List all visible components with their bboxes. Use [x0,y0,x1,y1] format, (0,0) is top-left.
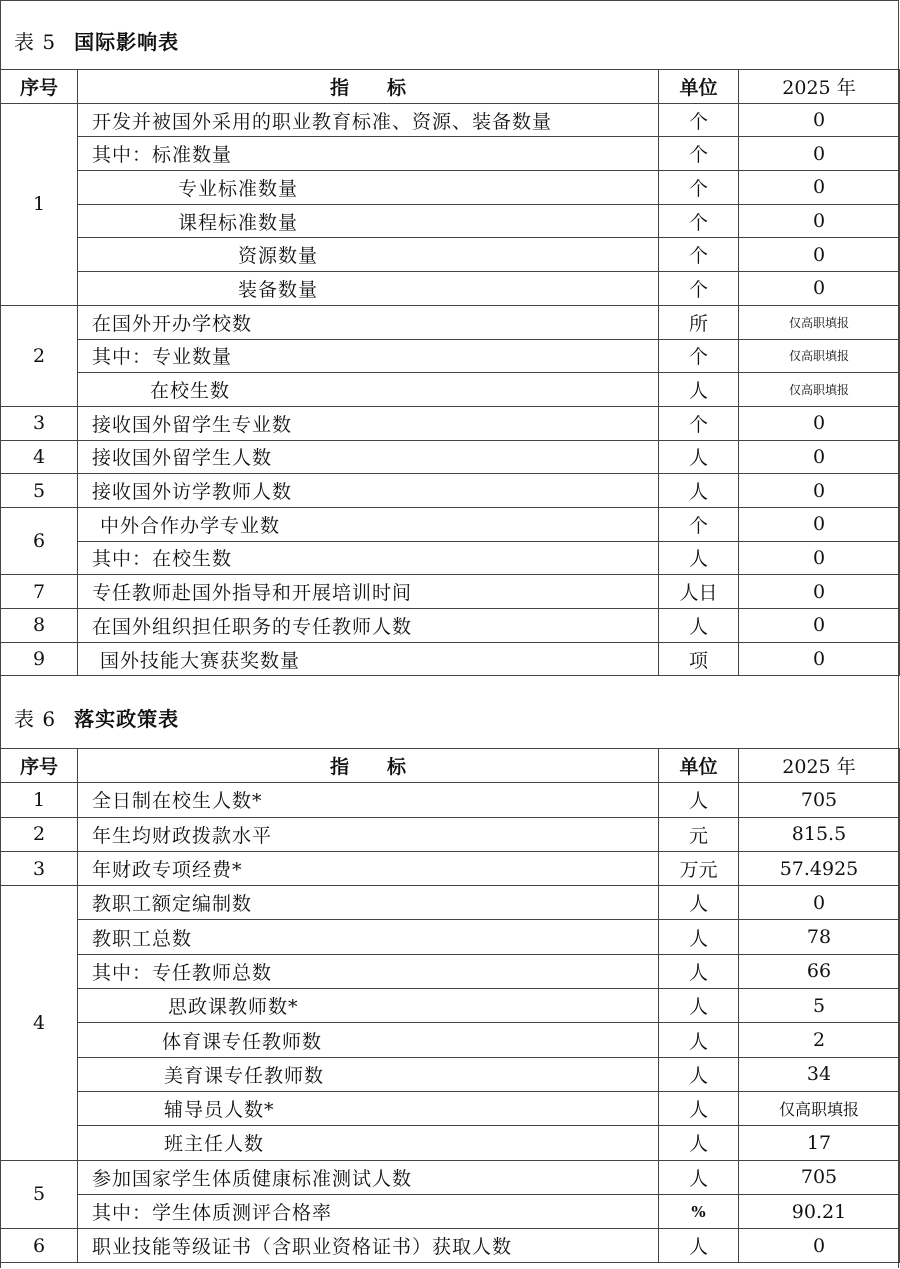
row-unit: 个 [659,272,739,306]
table-row [1,1126,900,1160]
row-value: 0 [739,103,900,137]
row-indicator: 接收国外留学生专业数 [78,406,659,440]
table-row [1,272,900,306]
row-unit: 人 [659,1229,739,1263]
table-row [1,1229,900,1263]
row-unit: 人日 [659,575,739,609]
row-indicator: 其中：学生体质测评合格率 [78,1194,659,1228]
table-row [1,954,900,988]
table-row [1,440,900,474]
row-indicator: 接收国外访学教师人数 [78,474,659,508]
table-row [1,406,900,440]
table5-header-indicator: 指 标 [78,70,659,104]
row-value: 34 [739,1057,900,1091]
row-indicator: 年财政专项经费* [78,851,659,885]
table-row [1,171,900,205]
row-unit: 个 [659,103,739,137]
row-unit: 个 [659,137,739,171]
table6 [0,748,900,1263]
row-value: 仅高职填报 [739,1091,900,1125]
table-row [1,575,900,609]
row-unit: 元 [659,817,739,851]
row-indicator: 年生均财政拨款水平 [78,817,659,851]
row-seq: 2 [1,305,78,406]
row-value: 66 [739,954,900,988]
row-seq: 1 [1,783,78,817]
row-value: 0 [739,204,900,238]
row-unit: 万元 [659,851,739,885]
row-unit: 个 [659,339,739,373]
row-seq: 6 [1,1229,78,1263]
table-row [1,507,900,541]
row-value: 57.4925 [739,851,900,885]
row-seq: 4 [1,886,78,1160]
row-indicator: 思政课教师数* [78,989,659,1023]
table5-label: 表 5 [14,30,57,54]
row-indicator: 在国外开办学校数 [78,305,659,339]
row-unit: 个 [659,171,739,205]
table-row [1,1091,900,1125]
row-value: 0 [739,406,900,440]
row-seq: 5 [1,1160,78,1229]
row-indicator: 职业技能等级证书（含职业资格证书）获取人数 [78,1229,659,1263]
row-value: 0 [739,1229,900,1263]
row-indicator: 其中：标准数量 [78,137,659,171]
row-seq: 9 [1,642,78,676]
row-indicator: 专业标准数量 [78,171,659,205]
table-row [1,474,900,508]
row-value: 仅高职填报 [739,373,900,407]
row-unit: 人 [659,609,739,643]
table5-caption [14,26,179,55]
row-indicator: 接收国外留学生人数 [78,440,659,474]
row-unit: 人 [659,920,739,954]
row-unit: 人 [659,989,739,1023]
row-indicator: 课程标准数量 [78,204,659,238]
table-row [1,783,900,817]
row-value: 5 [739,989,900,1023]
row-value: 78 [739,920,900,954]
table-row [1,989,900,1023]
table-row [1,541,900,575]
table6-header-row [1,749,900,783]
row-indicator: 中外合作办学专业数 [78,507,659,541]
table-row [1,339,900,373]
row-value: 0 [739,886,900,920]
row-indicator: 在校生数 [78,373,659,407]
row-indicator: 全日制在校生人数* [78,783,659,817]
row-indicator: 其中：在校生数 [78,541,659,575]
table-row [1,1160,900,1194]
row-value: 0 [739,609,900,643]
table5-header-unit: 单位 [659,70,739,104]
row-seq: 2 [1,817,78,851]
row-seq: 1 [1,103,78,305]
row-value: 0 [739,575,900,609]
row-value: 0 [739,272,900,306]
row-indicator: 其中：专任教师总数 [78,954,659,988]
row-unit: 个 [659,507,739,541]
table6-label: 表 6 [14,707,57,731]
row-unit: 人 [659,1126,739,1160]
row-value: 90.21 [739,1194,900,1228]
row-value: 705 [739,1160,900,1194]
row-indicator: 参加国家学生体质健康标准测试人数 [78,1160,659,1194]
row-unit: 人 [659,1160,739,1194]
row-value: 0 [739,507,900,541]
row-seq: 8 [1,609,78,643]
row-seq: 3 [1,406,78,440]
row-unit: 人 [659,541,739,575]
table6-header-unit: 单位 [659,749,739,783]
row-unit: 个 [659,406,739,440]
row-unit: 人 [659,1057,739,1091]
row-unit: 人 [659,886,739,920]
table-row [1,204,900,238]
row-unit: 人 [659,1023,739,1057]
row-seq: 7 [1,575,78,609]
row-seq: 5 [1,474,78,508]
row-indicator: 美育课专任教师数 [78,1057,659,1091]
row-unit: 人 [659,440,739,474]
row-indicator: 教职工总数 [78,920,659,954]
row-indicator: 开发并被国外采用的职业教育标准、资源、装备数量 [78,103,659,137]
table-row [1,1023,900,1057]
row-unit: % [659,1194,739,1228]
table6-caption [14,703,179,732]
row-value: 0 [739,238,900,272]
table-row [1,642,900,676]
table-row [1,920,900,954]
row-unit: 所 [659,305,739,339]
row-value: 17 [739,1126,900,1160]
table6-title: 落实政策表 [74,707,180,731]
row-seq: 4 [1,440,78,474]
table5-title: 国际影响表 [74,30,180,54]
row-indicator: 教职工额定编制数 [78,886,659,920]
row-unit: 人 [659,954,739,988]
row-indicator: 资源数量 [78,238,659,272]
row-unit: 项 [659,642,739,676]
row-value: 0 [739,541,900,575]
row-value: 仅高职填报 [739,339,900,373]
row-value: 0 [739,440,900,474]
table6-header-year: 2025 年 [739,749,900,783]
row-unit: 人 [659,373,739,407]
table5-header-year: 2025 年 [739,70,900,104]
table-row [1,609,900,643]
row-unit: 个 [659,204,739,238]
table-row [1,1194,900,1228]
table-row [1,817,900,851]
row-value: 0 [739,642,900,676]
table-row [1,103,900,137]
table-row [1,1057,900,1091]
row-value: 815.5 [739,817,900,851]
row-indicator: 体育课专任教师数 [78,1023,659,1057]
table5 [0,69,900,676]
row-value: 仅高职填报 [739,305,900,339]
row-indicator: 班主任人数 [78,1126,659,1160]
table-row [1,238,900,272]
table6-header-indicator: 指 标 [78,749,659,783]
table5-header-row [1,70,900,104]
row-unit: 个 [659,238,739,272]
row-unit: 人 [659,1091,739,1125]
row-indicator: 在国外组织担任职务的专任教师人数 [78,609,659,643]
row-unit: 人 [659,783,739,817]
table-row [1,373,900,407]
row-value: 0 [739,137,900,171]
row-indicator: 其中：专业数量 [78,339,659,373]
row-indicator: 装备数量 [78,272,659,306]
table5-header-seq: 序号 [1,70,78,104]
table6-header-seq: 序号 [1,749,78,783]
table-row [1,305,900,339]
row-value: 705 [739,783,900,817]
row-value: 2 [739,1023,900,1057]
row-indicator: 辅导员人数* [78,1091,659,1125]
row-unit: 人 [659,474,739,508]
row-value: 0 [739,474,900,508]
row-indicator: 国外技能大赛获奖数量 [78,642,659,676]
row-seq: 6 [1,507,78,574]
table-row [1,851,900,885]
table-row [1,137,900,171]
row-value: 0 [739,171,900,205]
row-indicator: 专任教师赴国外指导和开展培训时间 [78,575,659,609]
table-row [1,886,900,920]
row-seq: 3 [1,851,78,885]
